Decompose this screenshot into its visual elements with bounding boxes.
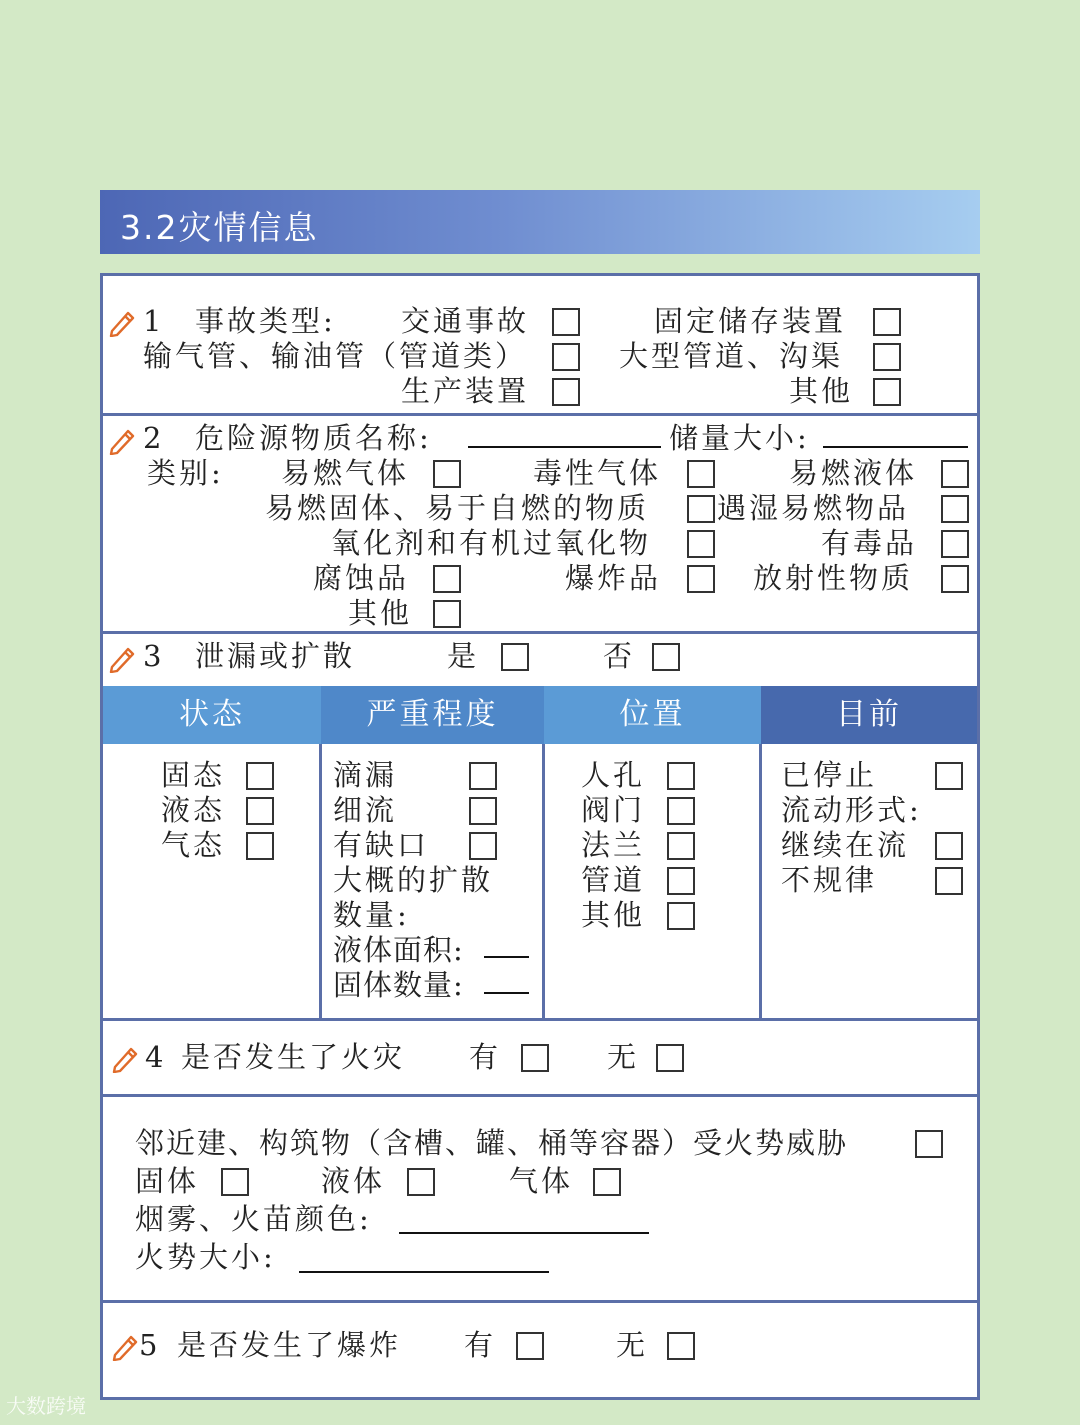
- col-header-state: 状态: [103, 686, 321, 744]
- s3-number: 3: [143, 639, 165, 673]
- cat-explosive: 爆炸品: [565, 561, 662, 595]
- cat-wet-flammable-checkbox[interactable]: [941, 495, 969, 523]
- cat-toxic-gas-checkbox[interactable]: [687, 460, 715, 488]
- cat-explosive-checkbox[interactable]: [687, 565, 715, 593]
- cur-irregular-checkbox[interactable]: [935, 867, 963, 895]
- cat-wet-flammable: 遇湿易燃物品: [717, 491, 910, 525]
- s5-number: 5: [139, 1328, 161, 1362]
- s5-yes-checkbox[interactable]: [516, 1332, 544, 1360]
- fire-liquid-checkbox[interactable]: [407, 1168, 435, 1196]
- opt-fixed-label: 固定储存装置: [654, 304, 847, 338]
- cat-oxidizer: 氧化剂和有机过氧化物: [331, 526, 652, 560]
- storage-label: 储量大小:: [669, 421, 810, 455]
- loc-flange-checkbox[interactable]: [667, 832, 695, 860]
- cat-other: 其他: [348, 596, 413, 630]
- cat-flammable-gas-checkbox[interactable]: [433, 460, 461, 488]
- fire-solid-checkbox[interactable]: [221, 1168, 249, 1196]
- cat-other-checkbox[interactable]: [433, 600, 461, 628]
- opt-prod-checkbox[interactable]: [552, 378, 580, 406]
- severity-quantity: 数量:: [333, 898, 410, 932]
- loc-manhole: 人孔: [581, 758, 646, 792]
- fire-liquid-label: 液体: [321, 1164, 386, 1198]
- s4-yes-label: 有: [469, 1040, 502, 1074]
- category-label: 类别:: [147, 456, 224, 490]
- pencil-icon: [108, 307, 138, 337]
- col-divider: [759, 744, 762, 1018]
- cat-flammable-liquid: 易燃液体: [789, 456, 918, 490]
- s2-number: 2: [143, 421, 165, 455]
- col-header-current: 目前: [761, 686, 977, 744]
- severity-liquid-area: 液体面积:: [333, 933, 464, 967]
- s3-label: 泄漏或扩散: [195, 639, 356, 673]
- pencil-icon: [111, 1043, 141, 1073]
- cat-flammable-solid: 易燃固体、易于自燃的物质: [265, 491, 650, 525]
- state-gas-checkbox[interactable]: [246, 832, 274, 860]
- opt-large-label: 大型管道、沟渠: [619, 339, 844, 373]
- divider: [103, 1300, 977, 1303]
- watermark: 大数跨境: [6, 1394, 86, 1418]
- state-liquid: 液态: [161, 793, 226, 827]
- severity-breach-checkbox[interactable]: [469, 832, 497, 860]
- s3-yes-checkbox[interactable]: [501, 643, 529, 671]
- cat-oxidizer-checkbox[interactable]: [687, 530, 715, 558]
- cat-flammable-liquid-checkbox[interactable]: [941, 460, 969, 488]
- section-header: [100, 190, 980, 254]
- cat-flammable-solid-checkbox[interactable]: [687, 495, 715, 523]
- divider: [103, 413, 977, 416]
- s5-label: 是否发生了爆炸: [177, 1328, 402, 1362]
- loc-pipe: 管道: [581, 863, 646, 897]
- loc-valve: 阀门: [581, 793, 646, 827]
- state-liquid-checkbox[interactable]: [246, 797, 274, 825]
- section-title: 3.2灾情信息: [120, 208, 319, 247]
- s4-no-label: 无: [607, 1040, 640, 1074]
- col-header-severity: 严重程度: [321, 686, 544, 744]
- solid-qty-line[interactable]: [484, 992, 529, 994]
- cur-still-flowing-checkbox[interactable]: [935, 832, 963, 860]
- s3-no-label: 否: [603, 639, 636, 673]
- state-gas: 气态: [161, 828, 226, 862]
- cur-stopped-checkbox[interactable]: [935, 762, 963, 790]
- s3-no-checkbox[interactable]: [652, 643, 680, 671]
- pencil-icon: [108, 425, 138, 455]
- cat-corrosive-checkbox[interactable]: [433, 565, 461, 593]
- smoke-color-line[interactable]: [399, 1232, 649, 1234]
- cat-radioactive-checkbox[interactable]: [941, 565, 969, 593]
- fire-size-line[interactable]: [299, 1271, 549, 1273]
- severity-drip: 滴漏: [333, 758, 398, 792]
- fire-threat-label: 邻近建、构筑物（含槽、罐、桶等容器）受火势威胁: [135, 1126, 849, 1160]
- severity-solid-qty: 固体数量:: [333, 968, 464, 1002]
- smoke-color-label: 烟雾、火苗颜色:: [135, 1202, 372, 1236]
- cat-corrosive: 腐蚀品: [313, 561, 410, 595]
- opt-traffic-label: 交通事故: [401, 304, 530, 338]
- s1-number: 1: [143, 304, 165, 338]
- severity-breach: 有缺口: [333, 828, 430, 862]
- fire-threat-checkbox[interactable]: [915, 1130, 943, 1158]
- fire-size-label: 火势大小:: [135, 1240, 276, 1274]
- severity-trickle-checkbox[interactable]: [469, 797, 497, 825]
- opt-other-label: 其他: [789, 374, 854, 408]
- divider: [103, 1094, 977, 1097]
- s4-number: 4: [145, 1040, 167, 1074]
- s3-yes-label: 是: [447, 639, 480, 673]
- cur-still-flowing: 继续在流: [781, 828, 910, 862]
- loc-manhole-checkbox[interactable]: [667, 762, 695, 790]
- cat-poison-checkbox[interactable]: [941, 530, 969, 558]
- s4-label: 是否发生了火灾: [181, 1040, 406, 1074]
- substance-name-line[interactable]: [468, 446, 661, 448]
- liquid-area-line[interactable]: [484, 956, 529, 958]
- s5-no-checkbox[interactable]: [667, 1332, 695, 1360]
- incident-form: [100, 273, 980, 1400]
- col-divider: [319, 744, 322, 1018]
- opt-pipe-label: 输气管、输油管（管道类）: [143, 339, 528, 373]
- s4-yes-checkbox[interactable]: [521, 1044, 549, 1072]
- cat-radioactive: 放射性物质: [753, 561, 914, 595]
- col-header-location: 位置: [544, 686, 761, 744]
- s1-label: 事故类型:: [195, 304, 336, 338]
- cur-stopped: 已停止: [781, 758, 878, 792]
- severity-drip-checkbox[interactable]: [469, 762, 497, 790]
- opt-large-checkbox[interactable]: [873, 343, 901, 371]
- state-solid: 固态: [161, 758, 226, 792]
- severity-trickle: 细流: [333, 793, 398, 827]
- divider: [103, 1018, 977, 1021]
- opt-pipe-checkbox[interactable]: [552, 343, 580, 371]
- loc-valve-checkbox[interactable]: [667, 797, 695, 825]
- loc-pipe-checkbox[interactable]: [667, 867, 695, 895]
- loc-other: 其他: [581, 898, 646, 932]
- pencil-icon: [108, 643, 138, 673]
- cat-poison: 有毒品: [821, 526, 918, 560]
- s4-no-checkbox[interactable]: [656, 1044, 684, 1072]
- s5-yes-label: 有: [464, 1328, 497, 1362]
- fire-solid-label: 固体: [135, 1164, 200, 1198]
- cat-flammable-gas: 易燃气体: [281, 456, 410, 490]
- fire-gas-label: 气体: [509, 1164, 574, 1198]
- loc-flange: 法兰: [581, 828, 646, 862]
- cur-flow-form: 流动形式:: [781, 793, 922, 827]
- cur-irregular: 不规律: [781, 863, 878, 897]
- s5-no-label: 无: [616, 1328, 649, 1362]
- fire-gas-checkbox[interactable]: [593, 1168, 621, 1196]
- opt-traffic-checkbox[interactable]: [552, 308, 580, 336]
- opt-prod-label: 生产装置: [401, 374, 530, 408]
- severity-spread: 大概的扩散: [333, 863, 494, 897]
- divider: [103, 631, 977, 634]
- opt-fixed-checkbox[interactable]: [873, 308, 901, 336]
- pencil-icon: [111, 1331, 141, 1361]
- loc-other-checkbox[interactable]: [667, 902, 695, 930]
- cat-toxic-gas: 毒性气体: [533, 456, 662, 490]
- s2-label: 危险源物质名称:: [195, 421, 432, 455]
- storage-line[interactable]: [823, 446, 968, 448]
- state-solid-checkbox[interactable]: [246, 762, 274, 790]
- opt-other-checkbox[interactable]: [873, 378, 901, 406]
- col-divider: [542, 744, 545, 1018]
